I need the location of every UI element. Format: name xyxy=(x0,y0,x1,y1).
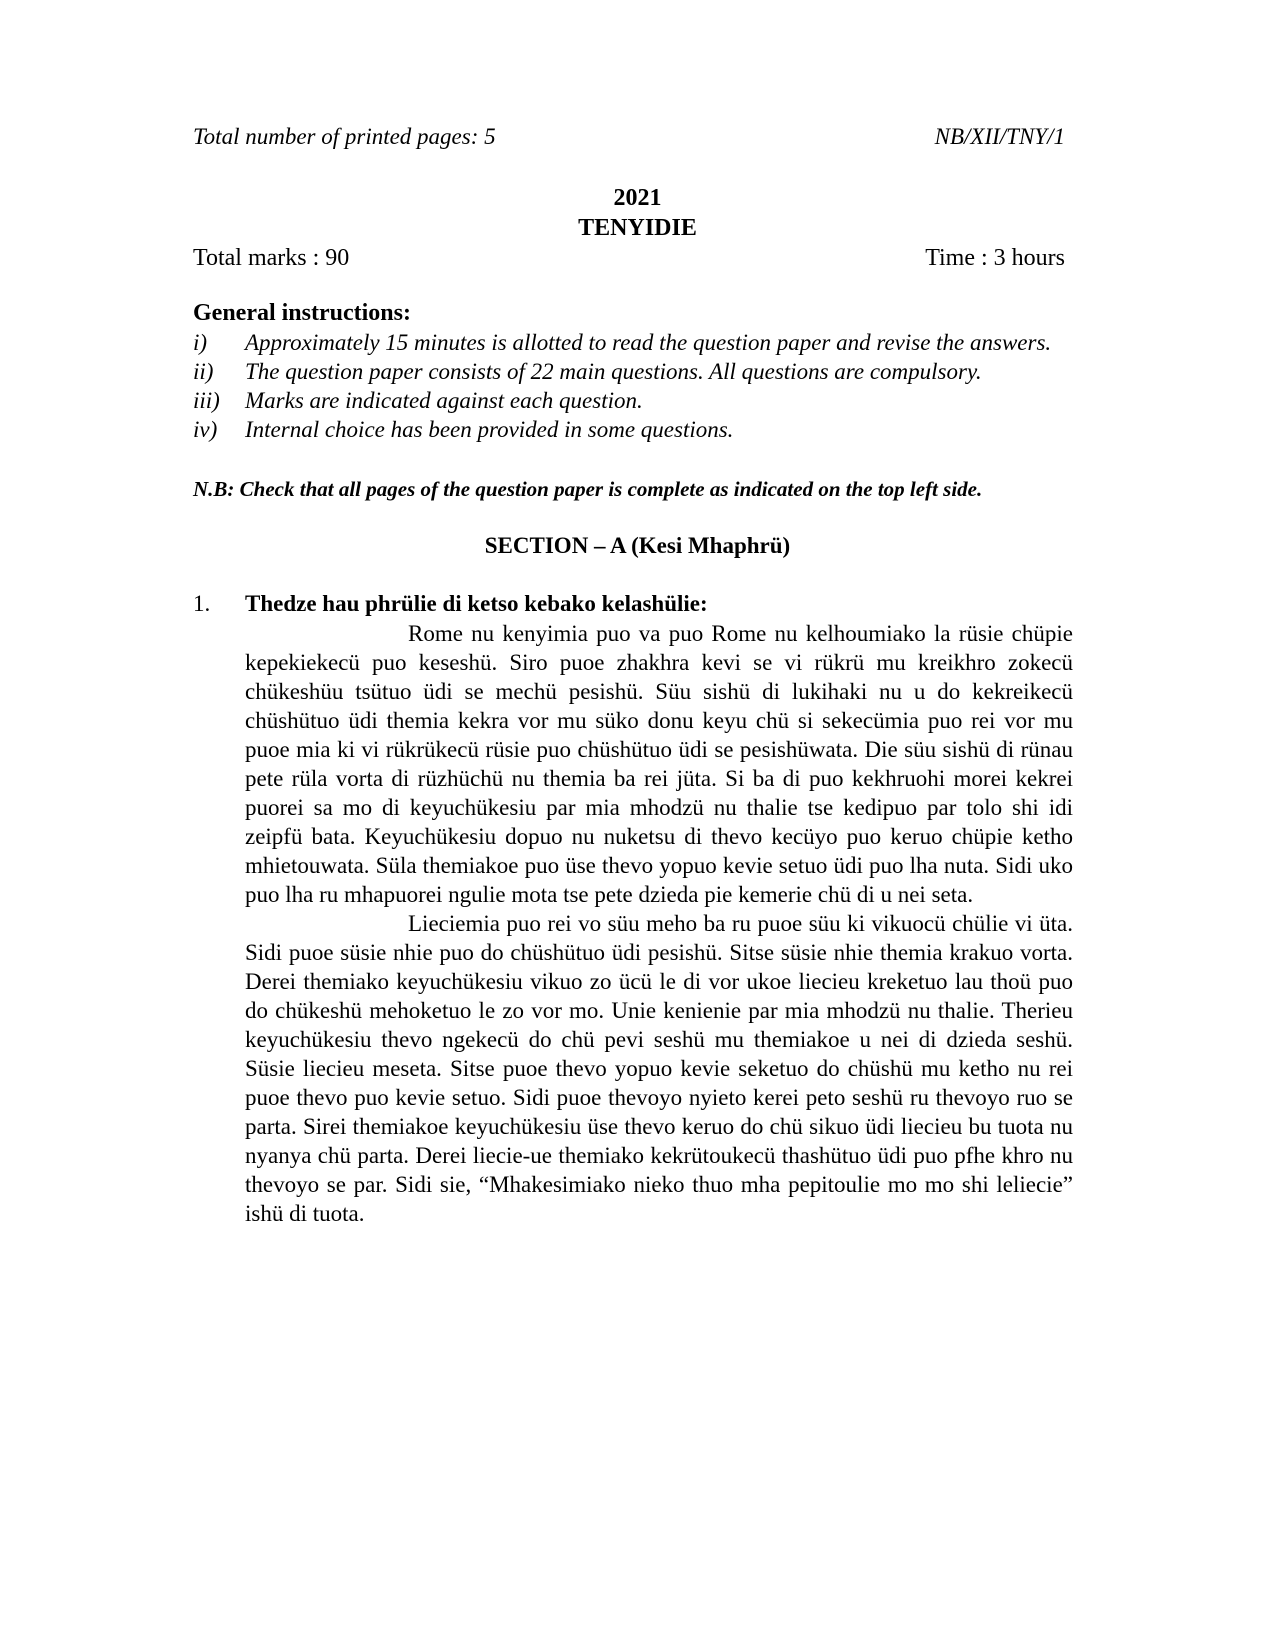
printed-pages-label: Total number of printed pages: 5 xyxy=(193,124,496,149)
instruction-item xyxy=(193,386,1073,415)
instruction-number: i) xyxy=(193,330,208,355)
general-instructions-title: General instructions: xyxy=(193,300,411,326)
instruction-number: iv) xyxy=(193,417,218,442)
question-number: 1. xyxy=(193,591,211,616)
exam-year: 2021 xyxy=(613,185,662,211)
passage-paragraph: Rome nu kenyimia puo va puo Rome nu kelhoumiako la rüsie chüpie kepekiekecü puo keseshü. Siro puoe zhakhra kevi se vi rükrü mu kreikhro zokecü chükeshüu tsütuo üdi se mechü pesishü. Süu sishü di lukihaki nu u do kekreikecü chüshütuo üdi themia kekra vor mu süko donu keyu chü si sekecümia puo rei vor mu puoe mia ki vi rükrükecü rüsie puo chüshütuo üdi se pesishüwata. Die süu sishü di rünau pete rüla vorta di rüzhüchü nu themia ba rei jüta. Si ba di puo kekhruohi morei kekrei puorei sa mo di keyuchükesiu par mia mhodzü nu thalie tse kedipuo par tolo shi idi zeipfü bata. Keyuchükesiu dopuo nu nuketsu di thevo kecüyo puo keruo chüpie ketho mhietouwata. Süla themiakoe puo üse thevo yopuo kevie setuo üdi puo lha nuta. Sidi uko puo lha ru mhapuorei ngulie mota tse pete dzieda pie kemerie chü di u nei seta. xyxy=(245,621,1073,907)
paper-code: NB/XII/TNY/1 xyxy=(934,124,1065,149)
instruction-item xyxy=(193,357,1073,386)
instruction-text: Internal choice has been provided in some questions. xyxy=(245,417,734,442)
exam-subject: TENYIDIE xyxy=(578,215,697,241)
exam-time: Time : 3 hours xyxy=(925,245,1065,271)
instruction-number: iii) xyxy=(193,388,220,413)
instruction-text: Marks are indicated against each question. xyxy=(245,388,643,413)
instruction-text: Approximately 15 minutes is allotted to read the question paper and revise the answers. xyxy=(245,330,1052,355)
passage xyxy=(245,619,1073,1228)
instructions-list xyxy=(193,328,1073,444)
nb-note: N.B: Check that all pages of the question paper is complete as indicated on the top left side. xyxy=(193,477,983,501)
instruction-item xyxy=(193,415,1073,444)
instruction-number: ii) xyxy=(193,359,214,384)
passage-paragraph: Lieciemia puo rei vo süu meho ba ru puoe süu ki vikuocü chülie vi üta. Sidi puoe süsie nhie puo do chüshütuo üdi pesishü. Sitse süsie nhie themia krakuo vorta. Derei themiako keyuchükesiu vikuo zo ücü le di vor ukoe liecieu kreketuo lau thoü puo do chükeshü mehoketuo le zo vor mo. Unie kenienie par mia mhodzü nu thalie. Therieu keyuchükesiu thevo ngekecü do chü pevi seshü mu themiakoe u nei di dzieda seshü. Süsie liecieu meseta. Sitse puoe thevo yopuo kevie seketuo do chüshü mu ketho nu rei puoe thevo puo kevie setuo. Sidi puoe thevoyo nyieto kerei peto seshü ru thevoyo ruo se parta. Sirei themiakoe keyuchükesiu üse thevo keruo do chü sikuo üdi liecieu bu tuota nu nyanya chü parta. Derei liecie-ue themiako kekrütoukecü thashütuo üdi puo pfhe khro nu thevoyo se par. Sidi sie, “Mhakesimiako nieko thuo mha pepitoulie mo mo shi leliecie” ishü di tuota. xyxy=(245,911,1073,1226)
instruction-text: The question paper consists of 22 main questions. All questions are compulsory. xyxy=(245,359,982,384)
section-title: SECTION – A (Kesi Mhaphrü) xyxy=(484,533,791,558)
question-title: Thedze hau phrülie di ketso kebako kelashülie: xyxy=(245,591,708,616)
total-marks: Total marks : 90 xyxy=(193,245,350,271)
instruction-item xyxy=(193,328,1073,357)
